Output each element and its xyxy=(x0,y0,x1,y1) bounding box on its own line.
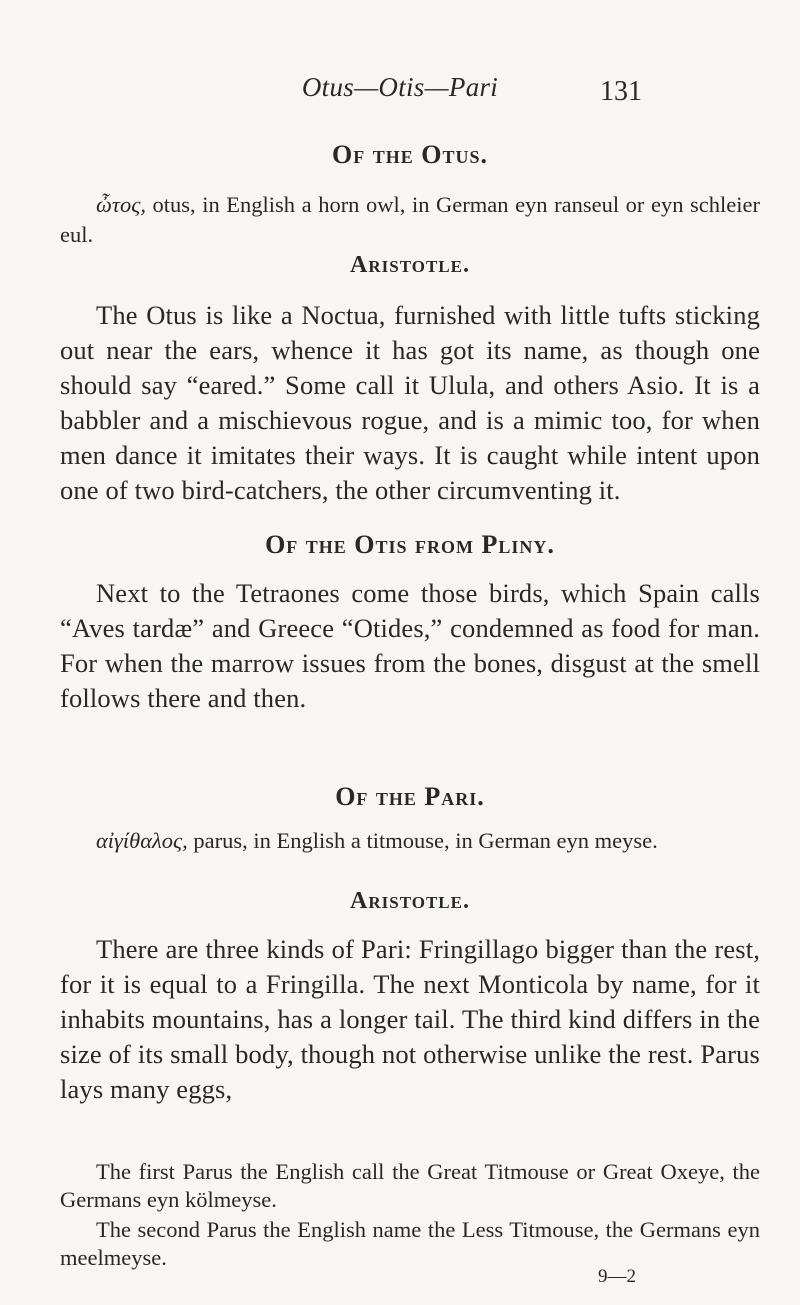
otus-gloss xyxy=(60,190,760,250)
pari-paragraph: There are three kinds of Pari: Fringillago bigger than the rest, for it is equal to a Fringilla. The next Monticola by name, for it inhabits mountains, has a longer tail. The third kind differs in the size of its small body, though not otherwise unlike the rest. Parus lays many eggs, xyxy=(60,934,760,1104)
otus-section xyxy=(60,140,760,170)
otus-gloss-text: otus, in English a horn owl, in German eyn ranseul or eyn schleier eul. xyxy=(60,192,761,247)
otus-greek-term: ὦτος, xyxy=(96,192,146,217)
otus-heading: Of the Otus. xyxy=(332,140,488,169)
pari-greek-term: αἰγίθαλος, xyxy=(96,828,188,853)
pari-note-1: The first Parus the English call the Great Titmouse or Great Oxeye, the Germans eyn kölmeyse. xyxy=(60,1159,760,1212)
pari-notes xyxy=(60,1158,760,1272)
pari-heading: Of the Pari. xyxy=(335,782,485,811)
signature-mark: 9—2 xyxy=(598,1266,636,1287)
otis-heading: Of the Otis from Pliny. xyxy=(265,530,555,559)
page-number: 131 xyxy=(600,76,642,107)
pari-body xyxy=(60,932,760,1107)
pari-section xyxy=(60,782,760,812)
pari-source-heading: Aristotle. xyxy=(350,888,470,914)
pari-gloss-text: parus, in English a titmouse, in German eyn meyse. xyxy=(193,828,658,853)
otus-body xyxy=(60,298,760,508)
otis-body xyxy=(60,576,760,716)
otis-paragraph: Next to the Tetraones come those birds, which Spain calls “Aves tardæ” and Greece “Otides,” condemned as food for man. For when the marrow issues from the bones, disgust at the smell follows there and then. xyxy=(60,578,760,713)
pari-note-2: The second Parus the English name the Less Titmouse, the Germans eyn meelmeyse. xyxy=(60,1217,760,1270)
otus-source xyxy=(60,252,760,279)
running-head: Otus—Otis—Pari xyxy=(301,72,499,102)
pari-source xyxy=(60,888,760,915)
pari-gloss xyxy=(60,826,760,856)
otus-paragraph: The Otus is like a Noctua, furnished with little tufts sticking out near the ears, whence it has got its name, as though one should say “eared.” Some call it Ulula, and others Asio. It is a babbler and a mischievous rogue, and is a mimic too, for when men dance it imitates their ways. It is caught while intent upon one of two bird-catchers, the other circumventing it. xyxy=(60,300,760,505)
otis-section xyxy=(60,530,760,560)
otus-source-heading: Aristotle. xyxy=(350,252,470,278)
